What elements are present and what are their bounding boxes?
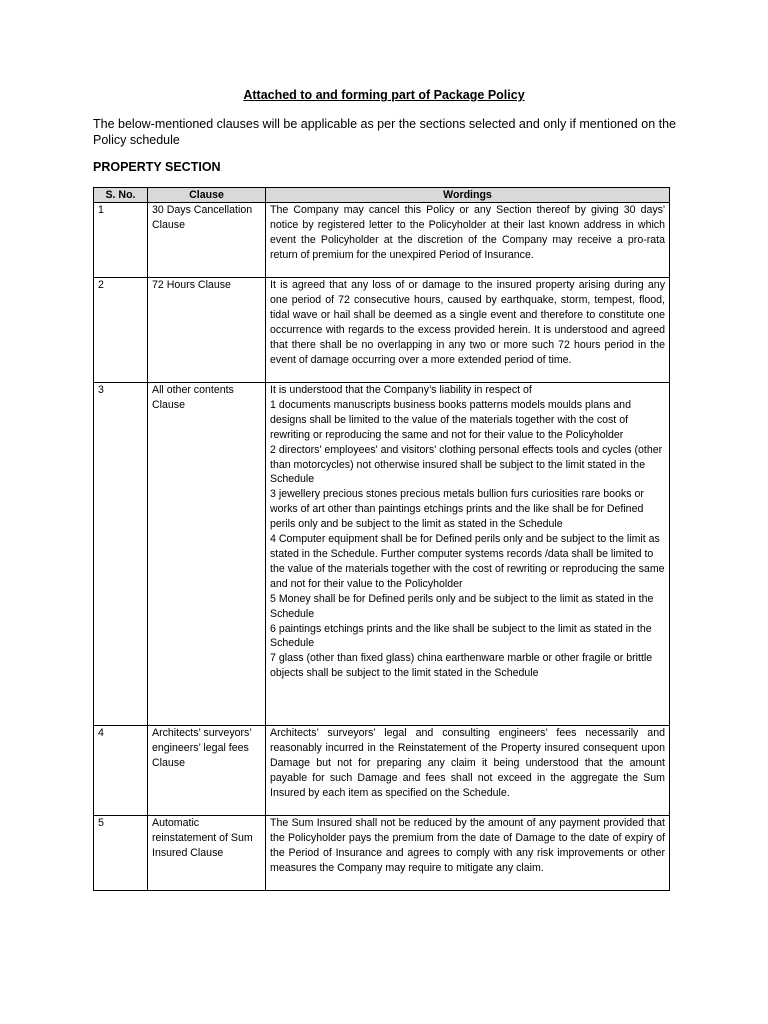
document-title: Attached to and forming part of Package Policy [243, 88, 525, 102]
clauses-table [93, 187, 670, 891]
row-wording [266, 383, 670, 726]
row-clause: Architects’ surveyors’ engineers’ legal fees Clause [148, 726, 266, 816]
section-heading: PROPERTY SECTION [93, 160, 221, 174]
row-sno: 3 [94, 383, 148, 726]
row-wording: Architects’ surveyors’ legal and consulting engineers’ fees necessarily and reasonably incurred in the Reinstatement of the Property insured consequent upon Damage but not for preparing any claim it being understood that the amount payable for such Damage and fees shall not exceed in the aggregate the Sum Insured by each item as specified on the Schedule. [266, 726, 670, 816]
wording-line: 4 Computer equipment shall be for Defined perils only and be subject to the limit as stated in the Schedule. Further computer systems records /data shall be limited to the value of the materials together with the cost of rewriting or reproducing the same and not for their value to the Policyholder [270, 533, 665, 590]
wording-line: 1 documents manuscripts business books patterns models moulds plans and designs shall be limited to the value of the materials together with the cost of rewriting or reproducing the same and not for their value to the Policyholder [270, 398, 631, 441]
row-clause: All other contents Clause [148, 383, 266, 726]
row-sno: 1 [94, 203, 148, 278]
row-wording: The Sum Insured shall not be reduced by the amount of any payment provided that the Policyholder pays the premium from the date of Damage to the date of expiry of the Period of Insurance and agrees to comply with any risk improvements or other measures the Company may require to mitigate any claim. [266, 816, 670, 891]
header-clause: Clause [148, 188, 266, 203]
table-row [94, 278, 670, 383]
wording-line: It is understood that the Company’s liability in respect of [270, 384, 532, 396]
table-row [94, 816, 670, 891]
wording-line: 2 directors' employees' and visitors' clothing personal effects tools and cycles (other than motorcycles) not otherwise insured shall be subject to the limit stated in the Schedule [270, 443, 663, 486]
wording-line: 7 glass (other than fixed glass) china earthenware marble or other fragile or brittle objects shall be subject to the limit stated in the Schedule [270, 652, 653, 680]
wording-line: 5 Money shall be for Defined perils only and be subject to the limit as stated in the Schedule [270, 592, 654, 620]
row-clause: 72 Hours Clause [148, 278, 266, 383]
table-row [94, 383, 670, 726]
row-clause: Automatic reinstatement of Sum Insured Clause [148, 816, 266, 891]
table-header-row [94, 188, 670, 203]
row-sno: 5 [94, 816, 148, 891]
table-row [94, 726, 670, 816]
row-clause: 30 Days Cancellation Clause [148, 203, 266, 278]
header-sno: S. No. [94, 188, 148, 203]
row-wording: The Company may cancel this Policy or any Section thereof by giving 30 days' notice by registered letter to the Policyholder at their last known address in which event the Policyholder at the discretion of the Company may receive a pro-rata return of premium for the unexpired Period of Insurance. [266, 203, 670, 278]
row-sno: 2 [94, 278, 148, 383]
wording-line: 3 jewellery precious stones precious metals bullion furs curiosities rare books or works of art other than paintings etchings prints and the like shall be for Defined perils only and be subject to the limit as stated in the Schedule [270, 488, 644, 531]
header-wordings: Wordings [266, 188, 670, 203]
row-sno: 4 [94, 726, 148, 816]
wording-line: 6 paintings etchings prints and the like shall be subject to the limit as stated in the Schedule [270, 622, 652, 650]
intro-paragraph: The below-mentioned clauses will be applicable as per the sections selected and only if mentioned on the Policy schedule [93, 117, 676, 147]
row-wording: It is agreed that any loss of or damage to the insured property arising during any one period of 72 consecutive hours, caused by earthquake, storm, tempest, flood, tidal wave or hail shall be deemed as a single event and therefore to constitute one occurrence with regards to the excess provided herein. It is understood and agreed that there shall be no overlapping in any two or more such 72 hours period in the event of damage occurring over a more extended period of time. [266, 278, 670, 383]
table-row [94, 203, 670, 278]
